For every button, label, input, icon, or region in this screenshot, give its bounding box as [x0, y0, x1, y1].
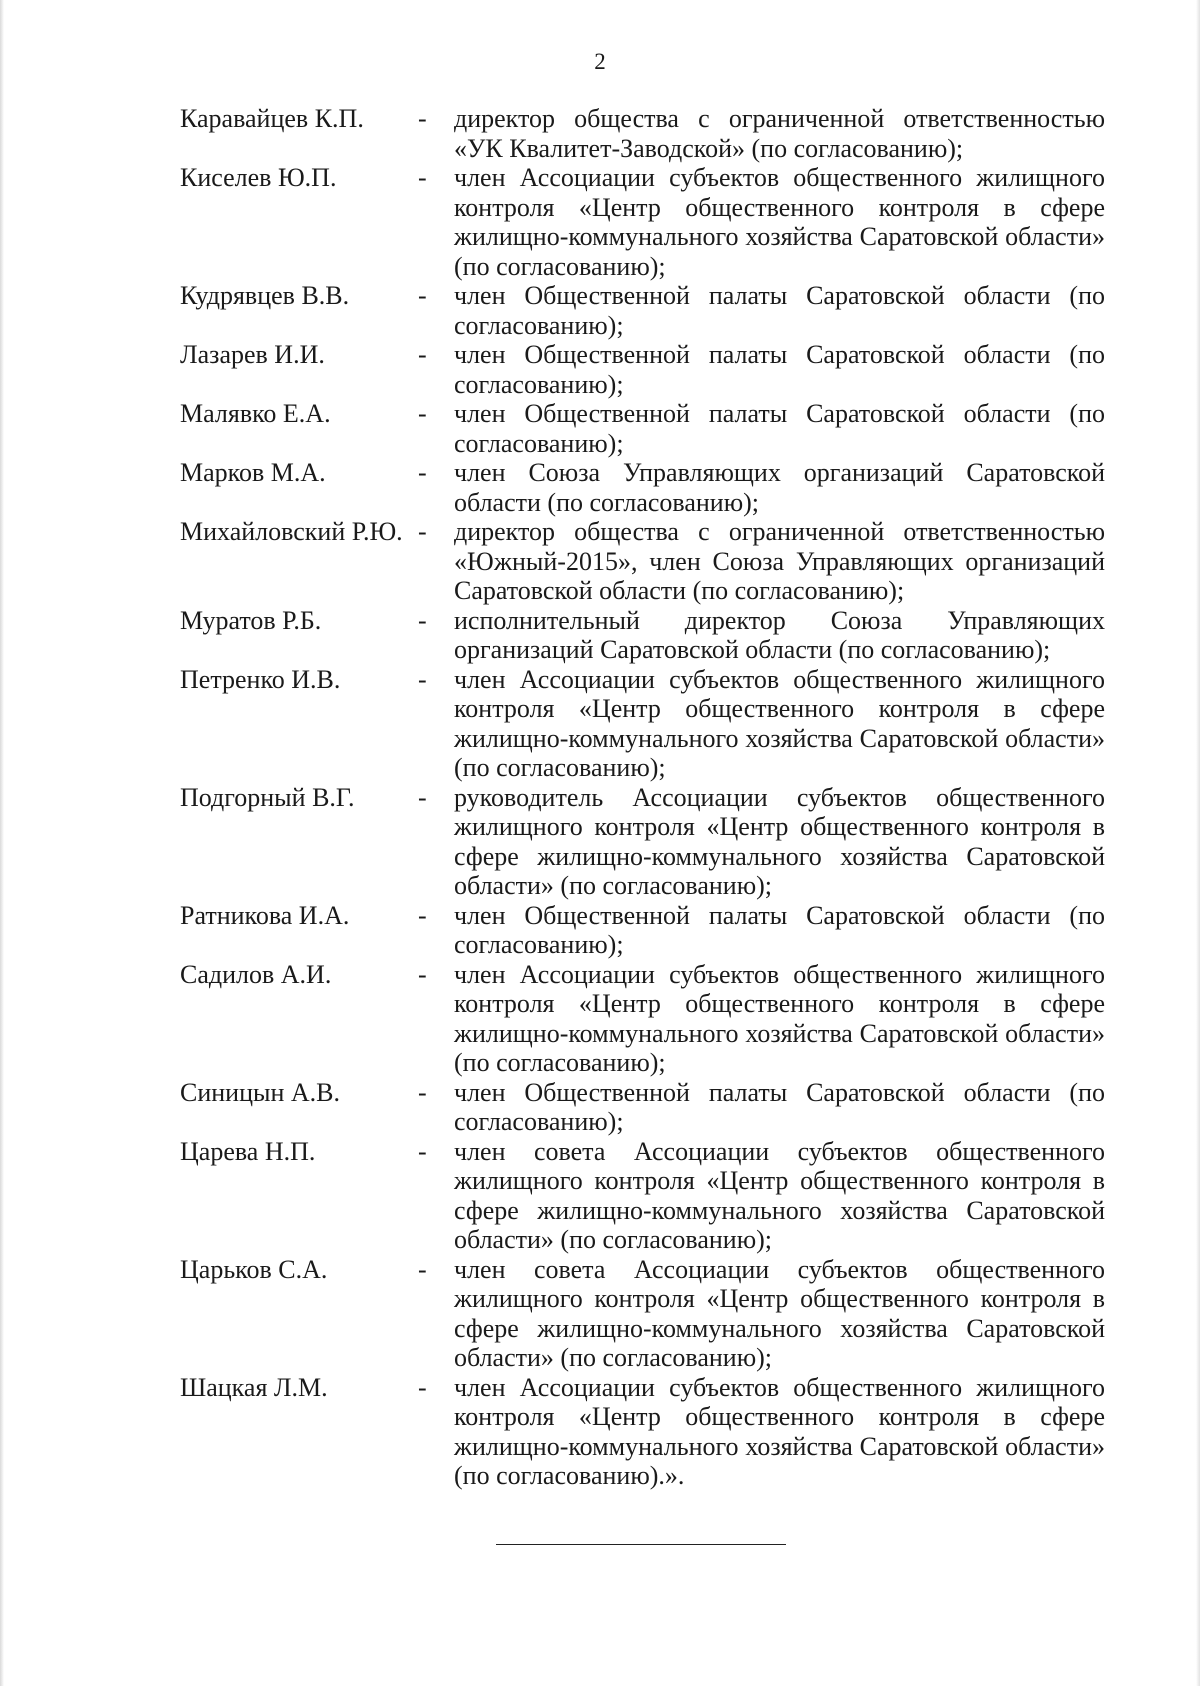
member-entry [180, 340, 1105, 399]
member-dash: - [418, 664, 427, 694]
member-dash: - [418, 1372, 427, 1402]
member-name: Киселев Ю.П. [180, 163, 337, 192]
member-description: директор общества с ограниченной ответственностью «УК Квалитет-Заводской» (по согласованию); [454, 104, 1105, 163]
scan-edge-left [0, 0, 4, 1686]
page-number: 2 [594, 49, 606, 74]
member-dash: - [418, 900, 427, 930]
member-description: член совета Ассоциации субъектов общественного жилищного контроля «Центр общественного контроля в сфере жилищно-коммунального хозяйства Саратовской области» (по согласованию); [454, 1254, 1105, 1372]
member-dash: - [418, 104, 427, 133]
member-name: Шацкая Л.М. [180, 1372, 328, 1402]
member-dash: - [418, 1136, 427, 1166]
member-name: Лазарев И.И. [180, 340, 325, 369]
member-dash: - [418, 340, 427, 369]
member-list [180, 104, 1105, 1491]
member-dash: - [418, 281, 427, 310]
member-name: Михайловский Р.Ю. [180, 517, 403, 546]
member-description: руководитель Ассоциации субъектов общественного жилищного контроля «Центр общественного контроля в сфере жилищно-коммунального хозяйства Саратовской области» (по согласованию); [454, 782, 1105, 900]
member-name: Садилов А.И. [180, 959, 332, 989]
member-entry [180, 1255, 1105, 1373]
member-dash: - [418, 1254, 427, 1284]
scan-edge-right [1196, 0, 1200, 1686]
member-name: Петренко И.В. [180, 664, 341, 694]
member-description: член совета Ассоциации субъектов общественного жилищного контроля «Центр общественного контроля в сфере жилищно-коммунального хозяйства Саратовской области» (по согласованию); [454, 1136, 1105, 1254]
member-dash: - [418, 399, 427, 428]
member-description: член Ассоциации субъектов общественного жилищного контроля «Центр общественного контроля в сфере жилищно-коммунального хозяйства Саратовской области» (по согласованию); [454, 664, 1105, 782]
member-dash: - [418, 959, 427, 989]
member-name: Кудрявцев В.В. [180, 281, 350, 310]
member-entry [180, 960, 1105, 1078]
member-entry [180, 104, 1105, 163]
member-name: Каравайцев К.П. [180, 104, 364, 133]
member-entry [180, 1137, 1105, 1255]
member-description: исполнительный директор Союза Управляющих организаций Саратовской области (по согласованию); [454, 605, 1105, 664]
member-description: член Ассоциации субъектов общественного жилищного контроля «Центр общественного контроля в сфере жилищно-коммунального хозяйства Саратовской области» (по согласованию); [454, 163, 1105, 281]
member-name: Муратов Р.Б. [180, 605, 322, 635]
member-name: Подгорный В.Г. [180, 782, 355, 812]
member-description: директор общества с ограниченной ответственностью «Южный-2015», член Союза Управляющих организаций Саратовской области (по согласованию); [454, 517, 1105, 605]
end-of-list-rule [496, 1544, 786, 1545]
member-name: Ратникова И.А. [180, 900, 350, 930]
member-dash: - [418, 605, 427, 635]
member-dash: - [418, 517, 427, 546]
member-entry [180, 665, 1105, 783]
member-description: член Общественной палаты Саратовской области (по согласованию); [454, 900, 1105, 959]
member-name: Малявко Е.А. [180, 399, 331, 428]
member-description: член Общественной палаты Саратовской области (по согласованию); [454, 340, 1105, 399]
member-entry [180, 458, 1105, 517]
member-dash: - [418, 163, 427, 192]
member-entry [180, 399, 1105, 458]
member-entry [180, 281, 1105, 340]
member-name: Царева Н.П. [180, 1136, 316, 1166]
member-description: член Союза Управляющих организаций Саратовской области (по согласованию); [454, 458, 1105, 517]
member-entry [180, 163, 1105, 281]
member-name: Царьков С.А. [180, 1254, 328, 1284]
member-dash: - [418, 782, 427, 812]
member-name: Марков М.А. [180, 458, 326, 487]
member-name: Синицын А.В. [180, 1077, 340, 1107]
member-entry [180, 1078, 1105, 1137]
member-description: член Ассоциации субъектов общественного жилищного контроля «Центр общественного контроля в сфере жилищно-коммунального хозяйства Саратовской области» (по согласованию); [454, 959, 1105, 1077]
member-description: член Общественной палаты Саратовской области (по согласованию); [454, 1077, 1105, 1136]
member-entry [180, 517, 1105, 606]
member-description: член Общественной палаты Саратовской области (по согласованию); [454, 399, 1105, 458]
member-entry [180, 1373, 1105, 1491]
member-entry [180, 606, 1105, 665]
member-entry [180, 901, 1105, 960]
member-description: член Общественной палаты Саратовской области (по согласованию); [454, 281, 1105, 340]
member-entry [180, 783, 1105, 901]
member-description: член Ассоциации субъектов общественного жилищного контроля «Центр общественного контроля в сфере жилищно-коммунального хозяйства Саратовской области» (по согласованию).». [454, 1372, 1105, 1490]
member-dash: - [418, 1077, 427, 1107]
member-dash: - [418, 458, 427, 487]
